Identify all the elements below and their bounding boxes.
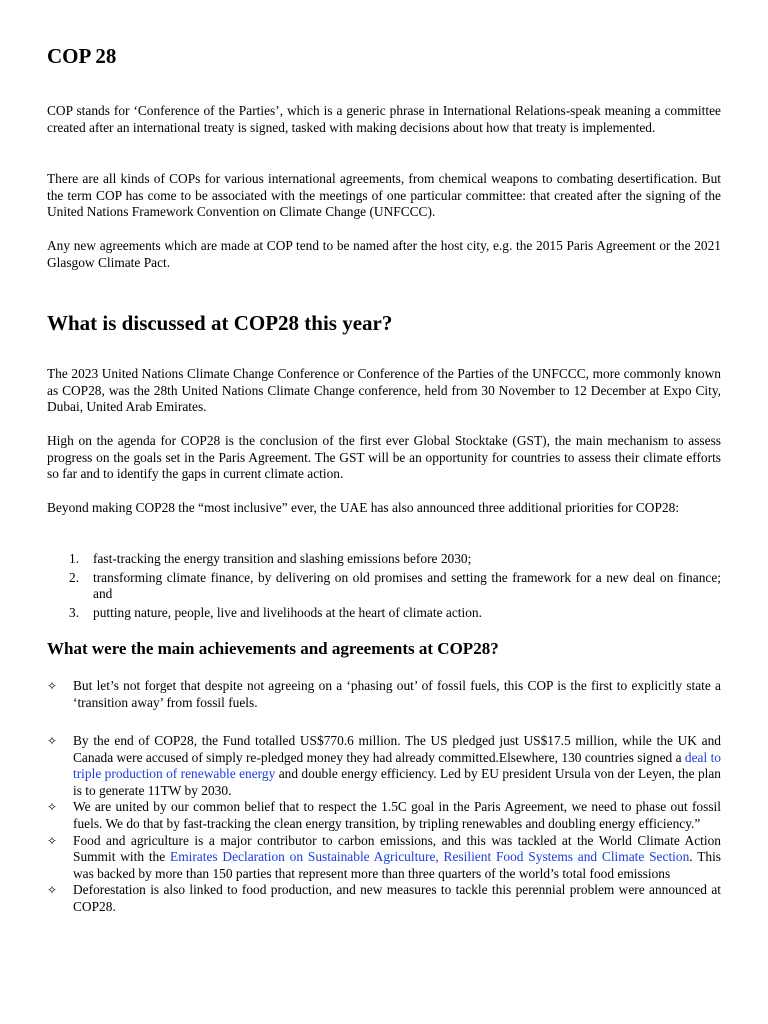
section-heading-achievements: What were the main achievements and agreements at COP28?	[47, 639, 499, 658]
diamond-bullet-icon: ✧	[47, 734, 58, 748]
page-title: COP 28	[47, 44, 117, 68]
list-item: ✧ By the end of COP28, the Fund totalled US$770.6 million. The US pledged just US$17.5 million, while the UK and Canada were accused of simply re-pledged money they had already committed.Elsewhere, 130 countries signed a deal to triple production of renewable energy and double energy efficiency. Led by EU president Ursula von der Leyen, the plan is to generate 11TW by 2030.	[47, 733, 721, 798]
diamond-bullet-icon: ✧	[47, 883, 58, 898]
list-item: ✧ Food and agriculture is a major contributor to carbon emissions, and this was tackled at the World Climate Action Summit with the Emirates Declaration on Sustainable Agriculture, Resilient Food Systems and Climate Section. This was backed by more than 150 parties that represent more than three quarters of the world’s total food emissions	[47, 832, 722, 881]
list-item: ✧ Deforestation is also linked to food production, and new measures to tackle this perennial problem were announced at COP28.	[47, 882, 721, 914]
emirates-declaration-link[interactable]: Emirates Declaration on Sustainable Agriculture, Resilient Food Systems and Climate Section	[170, 849, 690, 865]
diamond-bullet-icon: ✧	[47, 833, 58, 848]
section2-paragraph-2: High on the agenda for COP28 is the conclusion of the first ever Global Stocktake (GST), the main mechanism to assess progress on the goals set in the Paris Agreement. The GST will be an opportunity for countries to assess their climate efforts so far and to identify the gaps in current climate action.	[47, 433, 721, 482]
list-item: ✧ But let’s not forget that despite not agreeing on a ‘phasing out’ of fossil fuels, this COP is the first to explicitly state a ‘transition away’ from fossil fuels.	[47, 678, 721, 710]
section2-paragraph-1: The 2023 United Nations Climate Change Conference or Conference of the Parties of the UNFCCC, more commonly known as COP28, was the 28th United Nations Climate Change conference, held from 30 November to 12 December at Expo City, Dubai, United Arab Emirates.	[47, 366, 721, 415]
renewable-energy-link[interactable]: deal to triple production of renewable energy	[73, 749, 721, 782]
achievements-list	[47, 733, 721, 916]
list-item: 1. fast-tracking the energy transition and slashing emissions before 2030;	[69, 551, 472, 566]
achievements-list-first	[47, 678, 721, 711]
diamond-bullet-icon: ✧	[47, 800, 58, 815]
list-item: ✧ We are united by our common belief that to respect the 1.5C goal in the Paris Agreement, we need to phase out fossil fuels. We do that by fast-tracking the clean energy transition, by tripling renewables and doubling energy efficiency.”	[47, 799, 721, 831]
priorities-list	[47, 551, 721, 623]
section-heading-discussed: What is discussed at COP28 this year?	[47, 311, 393, 335]
diamond-bullet-icon: ✧	[47, 679, 58, 693]
list-item: 2. transforming climate finance, by delivering on old promises and setting the framework for a new deal on finance; and	[69, 569, 721, 602]
intro-paragraph-3: Any new agreements which are made at COP tend to be named after the host city, e.g. the 2015 Paris Agreement or the 2021 Glasgow Climate Pact.	[47, 238, 721, 270]
list-item: 3. putting nature, people, live and livelihoods at the heart of climate action.	[69, 604, 482, 620]
intro-paragraph-2: There are all kinds of COPs for various international agreements, from chemical weapons to combating desertification. But the term COP has come to be associated with the meetings of one particular committee: that created after the signing of the United Nations Framework Convention on Climate Change (UNFCCC).	[47, 171, 721, 220]
section2-paragraph-3: Beyond making COP28 the “most inclusive” ever, the UAE has also announced three additional priorities for COP28:	[47, 500, 680, 515]
intro-paragraph-1: COP stands for ‘Conference of the Parties’, which is a generic phrase in International Relations-speak meaning a committee created after an international treaty is signed, tasked with making decisions about how that treaty is implemented.	[47, 103, 721, 135]
